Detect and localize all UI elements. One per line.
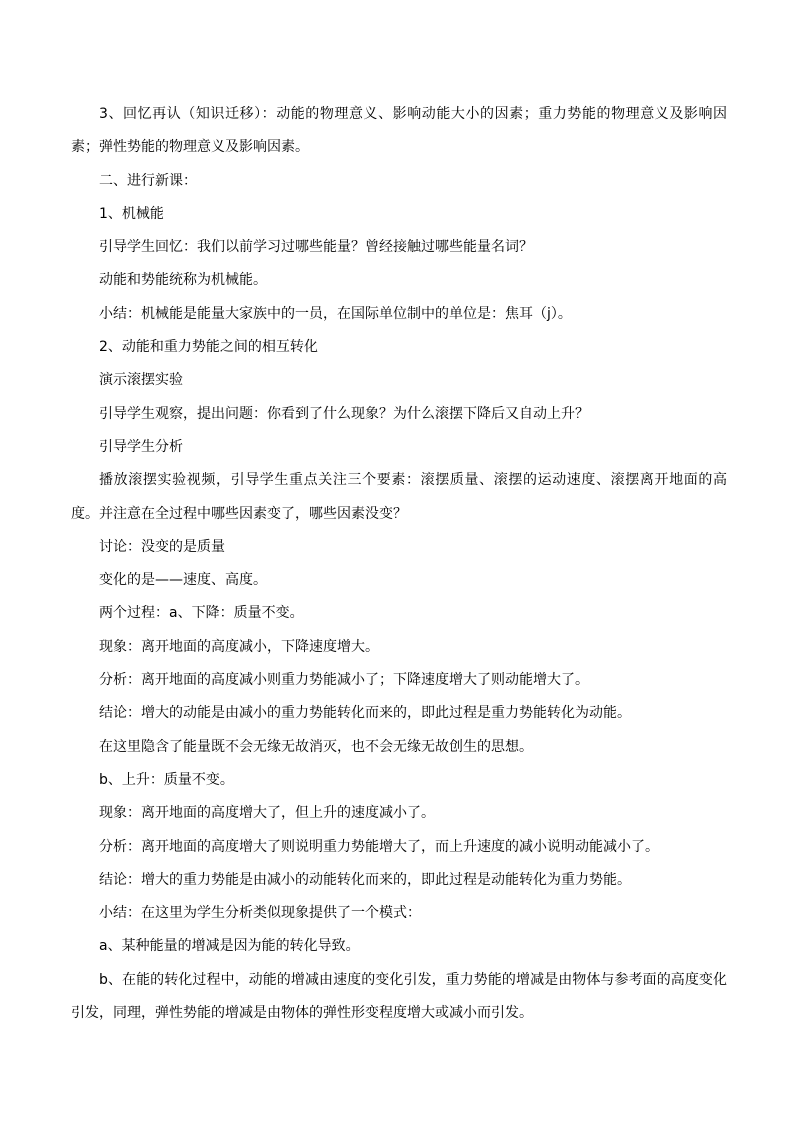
paragraph-recall: 3、回忆再认（知识迁移）：动能的物理意义、影响动能大小的因素；重力势能的物理意义及影响因素；弹性势能的物理意义及影响因素。 [71, 106, 727, 156]
paragraph-phenomenon-b: 现象：离开地面的高度增大了，但上升的速度减小了。 [99, 805, 435, 822]
paragraph-changed: 变化的是——速度、高度。 [99, 572, 267, 589]
paragraph-conservation: 在这里隐含了能量既不会无缘无故消灭，也不会无缘无故创生的思想。 [99, 738, 533, 755]
paragraph-summary-model: 小结：在这里为学生分析类似现象提供了一个模式： [99, 905, 421, 922]
subheading-energy-conversion: 2、动能和重力势能之间的相互转化 [99, 339, 318, 356]
paragraph-demo: 演示滚摆实验 [99, 372, 183, 389]
paragraph-summary-unit: 小结：机械能是能量大家族中的一员，在国际单位制中的单位是：焦耳（j）。 [99, 305, 572, 322]
paragraph-conclusion-a: 结论：增大的动能是由减小的重力势能转化而来的，即此过程是重力势能转化为动能。 [99, 705, 631, 722]
document-body [71, 98, 727, 1030]
paragraph-phenomenon-a: 现象：离开地面的高度减小，下降速度增大。 [99, 638, 379, 655]
paragraph-video: 播放滚摆实验视频，引导学生重点关注三个要素：滚摆质量、滚摆的运动速度、滚摆离开地面的高度。并注意在全过程中哪些因素变了，哪些因素没变？ [71, 472, 727, 522]
paragraph-analysis-b: 分析：离开地面的高度增大了则说明重力势能增大了，而上升速度的减小说明动能减小了。 [99, 838, 659, 855]
paragraph-analysis-a: 分析：离开地面的高度减小则重力势能减小了；下降速度增大了则动能增大了。 [99, 672, 589, 689]
paragraph-definition: 动能和势能统称为机械能。 [99, 272, 267, 289]
paragraph-discuss: 讨论：没变的是质量 [99, 538, 225, 555]
paragraph-conclusion-b: 结论：增大的重力势能是由减小的动能转化而来的，即此过程是动能转化为重力势能。 [99, 871, 631, 888]
paragraph-analyze: 引导学生分析 [99, 438, 183, 455]
paragraph-guide-recall: 引导学生回忆：我们以前学习过哪些能量？曾经接触过哪些能量名词？ [99, 239, 533, 256]
paragraph-observe: 引导学生观察，提出问题：你看到了什么现象？为什么滚摆下降后又自动上升？ [99, 405, 589, 422]
paragraph-point-b: b、在能的转化过程中，动能的增减由速度的变化引发，重力势能的增减是由物体与参考面的高度变化引发，同理，弹性势能的增减是由物体的弹性形变程度增大或减小而引发。 [71, 971, 727, 1022]
paragraph-point-a: a、某种能量的增减是因为能的转化导致。 [99, 938, 360, 955]
paragraph-process-b: b、上升：质量不变。 [99, 771, 234, 788]
section-heading-new-lesson: 二、进行新课： [99, 172, 197, 189]
paragraph-process-a: 两个过程：a、下降：质量不变。 [99, 605, 304, 622]
subheading-mechanical-energy: 1、机械能 [99, 205, 164, 222]
